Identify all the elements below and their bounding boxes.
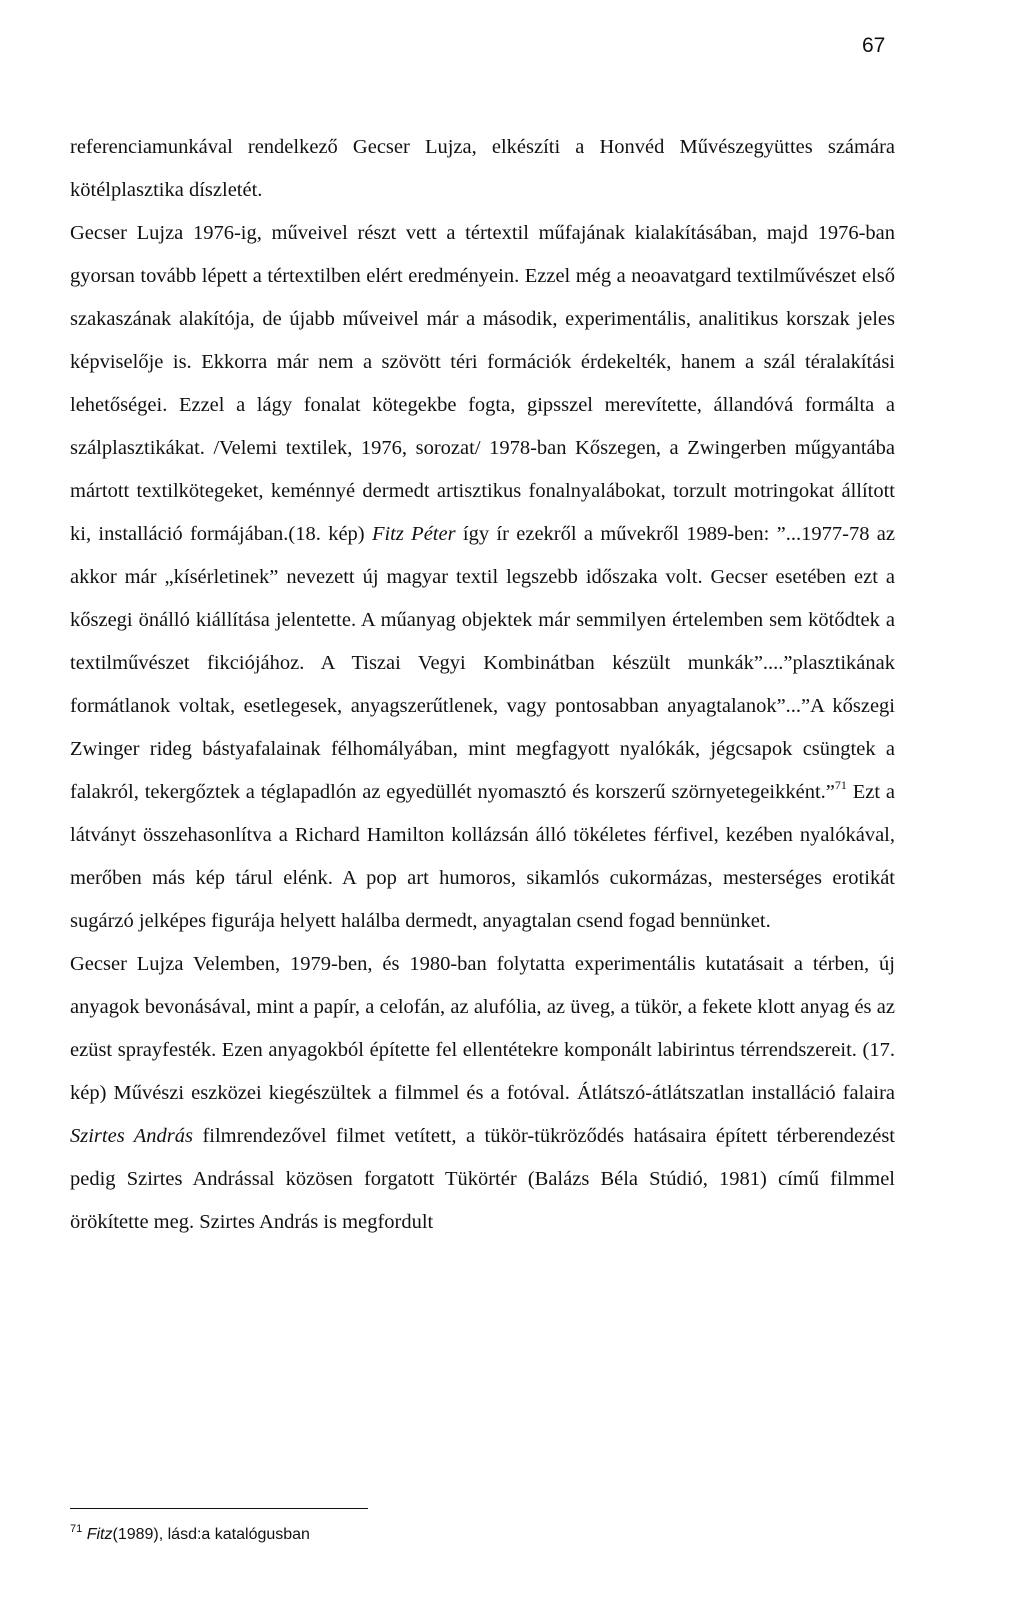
page-number: 67 [862,34,886,57]
paragraph-3-continuation: filmrendezővel filmet vetített, a tükör-tükröződés hatásaira épített térberendezést pedig Szirtes Andrással közösen forgatott Tükörtér (Balázs Béla Stúdió, 1981) című filmmel örökítette meg. Szirtes András is megfordult [70,1125,895,1233]
footnote [70,1523,310,1544]
footnote-text: (1989), lásd:a katalógusban [112,1526,310,1543]
paragraph-2-quote: így ír ezekről a művekről 1989-ben: ”...1977-78 az akkor már „kísérletinek” nevezett új magyar textil legszebb időszaka volt. Gecser esetében ezt a kőszegi önálló kiállítása jelentette. A műanyag objektek már semmilyen értelemben sem kötődtek a textilművészet fikciójához. A Tiszai Vegyi Kombinátban készült munkák”....”plasztikának formátlanok voltak, esetlegesek, anyagszerűtlenek, vagy pontosabban anyagtalanok”...”A kőszegi Zwinger rideg bástyafalainak félhomályában, mint megfagyott nyalókák, jégcsapok csüngtek a falakról, tekergőztek a téglapadlón az egyedüllét nyomasztó és korszerű szörnyetegeikként.” [70,523,895,803]
director-name-szirtes: Szirtes András [70,1125,193,1147]
paragraph-2-continuation: Ezt a látványt összehasonlítva a Richard Hamilton kollázsán álló tökéletes férfivel, kezében nyalókával, merőben más kép tárul elénk. A pop art humoros, sikamlós cukormázas, mesterséges erotikát sugárzó jelképes figurája helyett halálba dermedt, anyagtalan csend fogad bennünket. [70,781,895,932]
author-name-fitz: Fitz Péter [371,523,456,545]
footnote-reference: 71 [834,778,847,792]
paragraph-2 [70,212,895,943]
footnote-author: Fitz [86,1526,113,1543]
paragraph-2-text: Gecser Lujza 1976-ig, műveivel részt vett a tértextil műfajának kialakításában, majd 1976-ban gyorsan tovább lépett a tértextilben elért eredményein. Ezzel még a neoavatgard textilművészet első szakaszának alakítója, de újabb műveivel már a második, experimentális, analitikus korszak jeles képviselője is. Ekkorra már nem a szövött téri formációk érdekelték, hanem a szál téralakítási lehetőségei. Ezzel a lágy fonalat kötegekbe fogta, gipsszel merevítette, állandóvá formálta a szálplasztikákat. /Velemi textilek, 1976, sorozat/ 1978-ban Kőszegen, a Zwingerben műgyantába mártott textilkötegeket, keménnyé dermedt artisztikus fonalnyalábokat, torzult motringokat állított ki, installáció formájában.(18. kép) [70,222,895,545]
body-text [70,126,895,1244]
footnote-number: 71 [70,1523,83,1535]
paragraph-3-text: Gecser Lujza Velemben, 1979-ben, és 1980-ban folytatta experimentális kutatásait a térben, új anyagok bevonásával, mint a papír, a celofán, az alufólia, az üveg, a tükör, a fekete klott anyag és az ezüst sprayfesték. Ezen anyagokból építette fel ellentétekre komponált labirintus térrendszereit. (17. kép) Művészi eszközei kiegészültek a filmmel és a fotóval. Átlátszó-átlátszatlan installáció falaira [70,953,895,1104]
paragraph-3 [70,943,895,1244]
footnote-divider [70,1508,368,1509]
paragraph-1: referenciamunkával rendelkező Gecser Lujza, elkészíti a Honvéd Művészegyüttes számára kötélplasztika díszletét. [70,136,895,201]
